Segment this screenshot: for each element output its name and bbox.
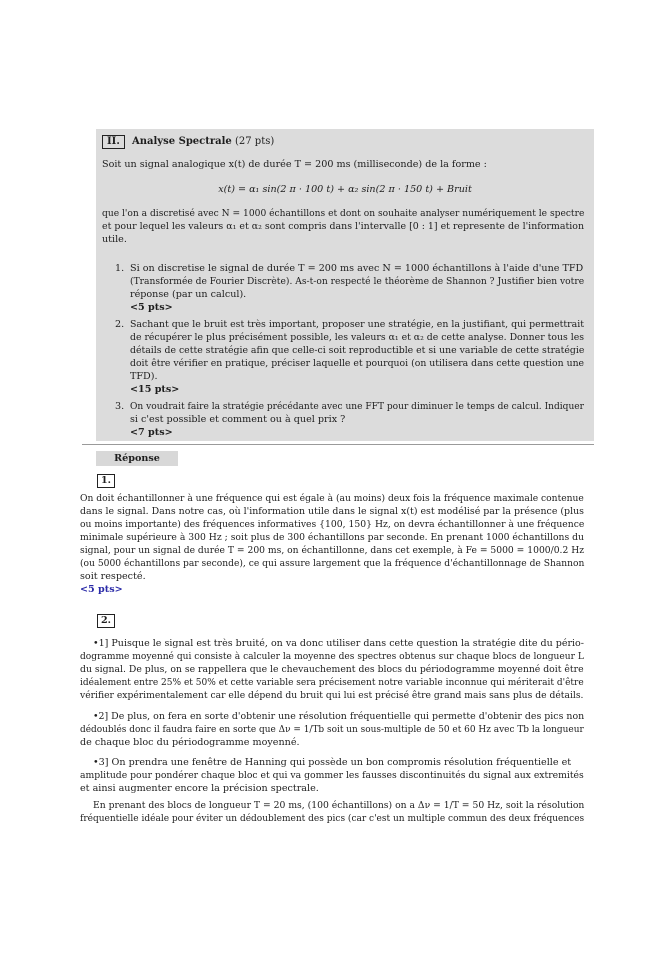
answer-2-p4-line: fréquentielle idéale pour éviter un dédoublement des pics (car c'est un multiple commun des deux fréquences <box>80 813 585 824</box>
answer-1-line: signal, pour un signal de durée T = 200 ms, on échantillonne, dans cet exemple, à Fe = 5000 = 1000/0.2 Hz <box>80 545 585 556</box>
answer-1-points: <5 pts> <box>80 584 123 595</box>
answer-2-p1-line: vérifier expérimentalement car elle dépend du bruit qui lui est précisé être grand mais sans plus de détails. <box>80 690 584 701</box>
answer-1-line: On doit échantillonner à une fréquence qui est égale à (au moins) deux fois la fréquence maximale contenue <box>80 493 584 504</box>
question-1-points: <5 pts> <box>130 302 173 313</box>
answer-2-p1-line: idéalement entre 25% et 50% et cette variable sera précisement notre variable inconnue qui mériterait d'être <box>80 677 584 688</box>
question-2-points: <15 pts> <box>130 384 180 395</box>
exercise-heading <box>132 135 274 149</box>
exercise-para-line: que l'on a discretisé avec N = 1000 échantillons et dont on souhaite analyser numériquement le spectre <box>102 208 585 219</box>
exercise-points: (27 pts) <box>234 136 275 147</box>
question-1-line: réponse (par un calcul). <box>130 289 247 300</box>
answer-2-p1-line: •1] Puisque le signal est très bruité, on va donc utiliser dans cette question la stratégie dite du pério- <box>93 638 585 649</box>
question-2-line: Sachant que le bruit est très important, proposer une stratégie, en la justifiant, qui permettrait <box>130 319 585 330</box>
answer-2-p2-line: dédoublés donc il faudra faire en sorte que Δν = 1/Tb soit un sous-multiple de 50 et 60 Hz avec Tb la longueur <box>80 724 584 735</box>
answer-1-line: dans le signal. Dans notre cas, où l'information utile dans le signal x(t) est modélisé par la présence (plus <box>80 506 584 517</box>
answer-2-p4-line: En prenant des blocs de longueur T = 20 ms, (100 échantillons) on a Δν = 1/T = 50 Hz, soit la résolution <box>93 800 585 811</box>
answer-2-p2-line: de chaque bloc du périodogramme moyenné. <box>80 737 300 748</box>
answer-2-number: 2. <box>97 614 115 628</box>
answer-2-p3-line: et ainsi augmenter encore la précision spectrale. <box>80 783 319 794</box>
question-1-number: 1. <box>115 263 125 274</box>
question-2-line: détails de cette stratégie afin que celle-ci soit reproductible et si une variable de cette stratégie <box>130 345 585 356</box>
question-3-number: 3. <box>115 401 125 412</box>
answer-1-line: minimale supérieure à 300 Hz ; soit plus de 300 échantillons par seconde. En prenant 1000 échantillons du <box>80 532 584 543</box>
answer-2-p3-line: •3] On prendra une fenêtre de Hanning qui possède un bon compromis résolution fréquentielle et <box>93 757 572 768</box>
answer-2-p2-line: •2] De plus, on fera en sorte d'obtenir une résolution fréquentielle qui permette d'obtenir des pics non <box>93 711 585 722</box>
answer-tab: Réponse <box>96 451 178 466</box>
question-2-line: de récupérer le plus précisément possible, les valeurs α₁ et α₂ de cette analyse. Donner tous les <box>130 332 585 343</box>
exercise-para-line: utile. <box>102 234 127 245</box>
question-3-line: On voudrait faire la stratégie précédante avec une FFT pour diminuer le temps de calcul. Indiquer <box>130 401 585 412</box>
answer-2-p3-line: amplitude pour pondérer chaque bloc et qui va gommer les fausses discontinuités du signal aux extremités <box>80 770 584 781</box>
question-3-line: si c'est possible et comment ou à quel prix ? <box>130 414 346 425</box>
exercise-intro: Soit un signal analogique x(t) de durée T = 200 ms (milliseconde) de la forme : <box>102 159 487 170</box>
answer-2-p1-line: dogramme moyenné qui consiste à calculer la moyenne des spectres obtenus sur chaque blocs de longueur L <box>80 651 584 662</box>
signal-formula: x(t) = α₁ sin(2 π · 100 t) + α₂ sin(2 π · 150 t) + Bruit <box>218 184 472 195</box>
question-2-line: TFD). <box>130 371 158 382</box>
question-3-points: <7 pts> <box>130 427 173 438</box>
question-1-line: (Transformée de Fourier Discrète). As-t-on respecté le théorème de Shannon ? Justifier bien votre <box>130 276 585 287</box>
question-1-line: Si on discretise le signal de durée T = 200 ms avec N = 1000 échantillons à l'aide d'une TFD <box>130 263 584 274</box>
question-2-number: 2. <box>115 319 125 330</box>
answer-1-line: ou moins importante) des fréquences informatives {100, 150} Hz, on devra échantillonner à une fréquence <box>80 519 585 530</box>
answer-1-line: (ou 5000 échantillons par seconde), ce qui assure largement que la fréquence d'échantillonnage de Shannon <box>80 558 585 569</box>
section-divider <box>82 444 594 445</box>
answer-1-number: 1. <box>97 474 115 488</box>
answer-1-line: soit respecté. <box>80 571 146 582</box>
exercise-para-line: et pour lequel les valeurs α₁ et α₂ sont compris dans l'intervalle [0 : 1] et represente de l'information <box>102 221 585 232</box>
answer-2-p1-line: du signal. De plus, on se rappellera que le chevauchement des blocs du périodogramme moyenné doit être <box>80 664 584 675</box>
exercise-title: Analyse Spectrale <box>132 136 232 147</box>
exercise-number: II. <box>102 135 125 149</box>
question-2-line: doit être vérifier en pratique, préciser laquelle et pourquoi (on utilisera dans cette question une <box>130 358 585 369</box>
